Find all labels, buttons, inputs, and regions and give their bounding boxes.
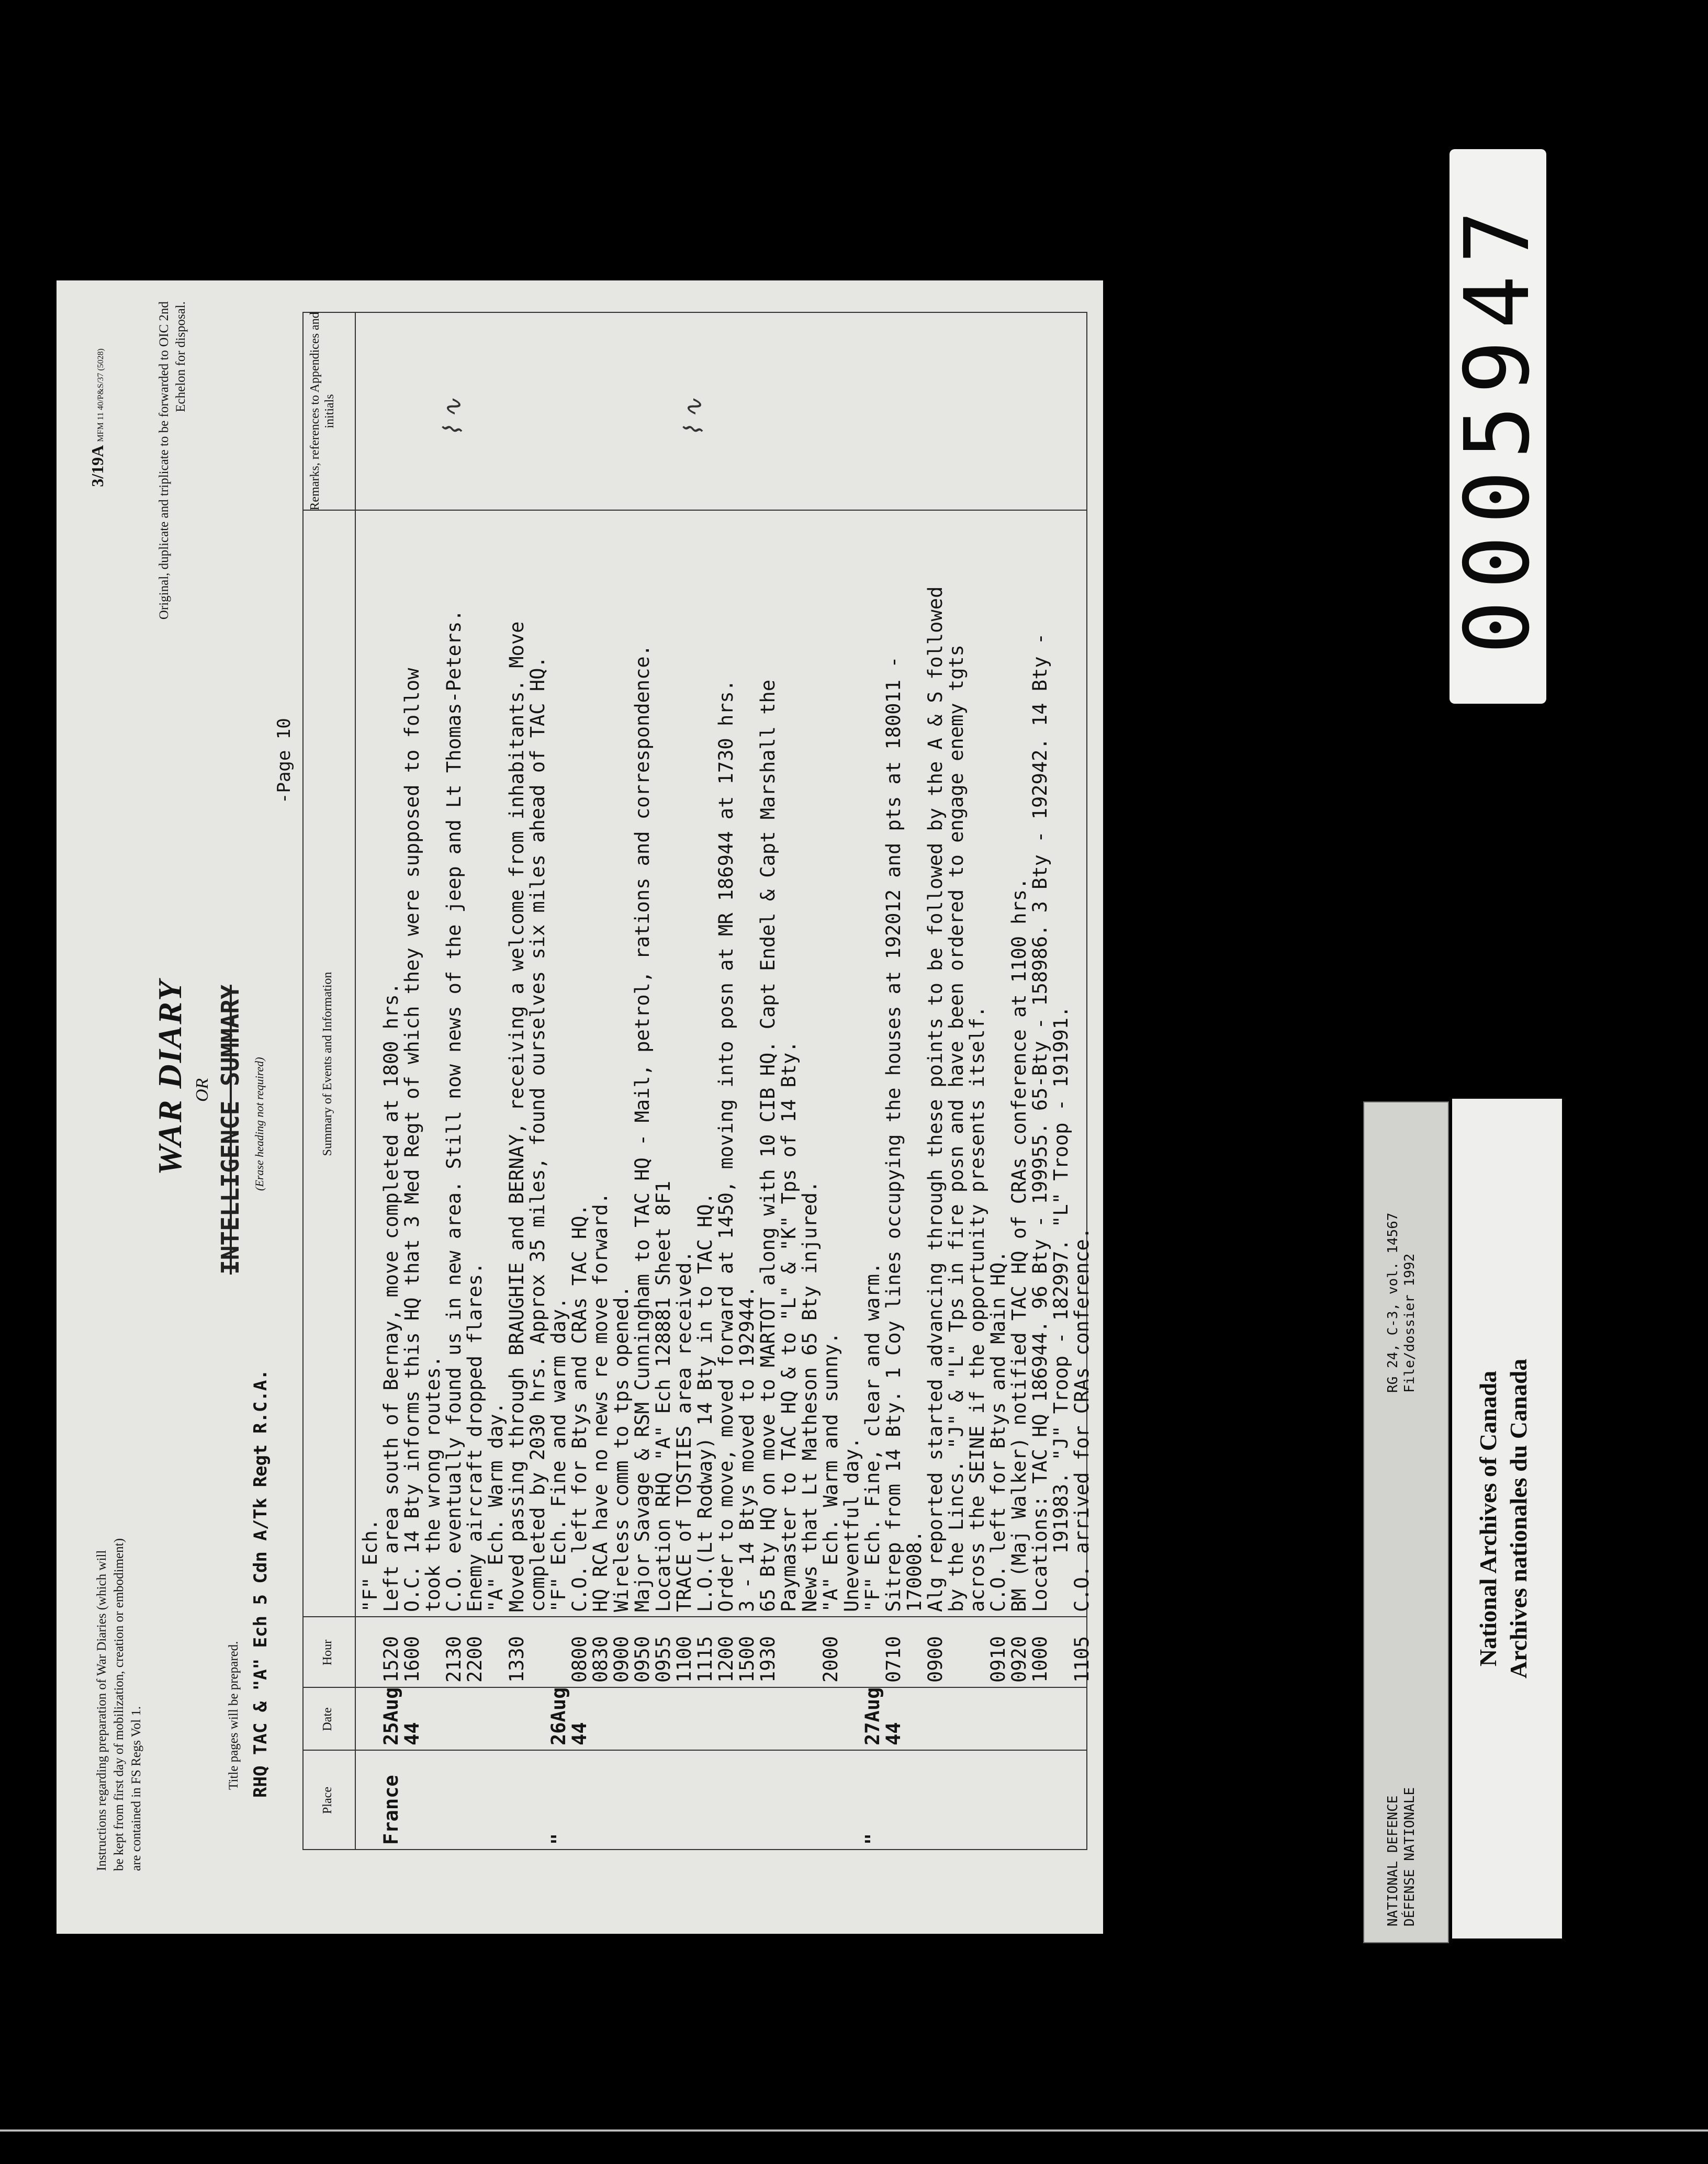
entry-summary: took the wrong routes.	[422, 1355, 444, 1612]
title-or: OR	[193, 1078, 212, 1102]
instructions-note: Instructions regarding preparation of War Diaries (which will be kept from first day of mobilization, creation or embodiment) are contained in FS Regs Vol 1.	[95, 1538, 143, 1871]
entry-hour: 2130	[443, 1636, 465, 1683]
war-diary-sheet	[57, 280, 1103, 1934]
entry-hour: 1500	[736, 1636, 758, 1683]
hour-summary-divider	[302, 1616, 1087, 1617]
entry-hour: 1000	[1029, 1636, 1051, 1683]
stamp-line: NATIONAL DEFENCE	[1385, 1795, 1401, 1926]
title-pages-note: Title pages will be prepared.	[227, 1641, 241, 1790]
entry-summary: Order to move, moved forward at 1450, moving into posn at MR 186944 at 1730 hrs.	[715, 679, 737, 1612]
image-number: 0005947	[1446, 198, 1549, 655]
struck-heading: INTELLIGENCE SUMMARY	[216, 985, 244, 1275]
place-date-divider	[302, 1750, 1087, 1751]
entry-hour: 1115	[694, 1636, 716, 1683]
diary-table	[302, 312, 1093, 1850]
entry-date: 27Aug	[861, 1687, 884, 1745]
table-left-rule	[302, 1849, 1087, 1850]
entry-hour: 1330	[505, 1636, 528, 1683]
summary-remarks-divider	[302, 510, 1087, 511]
entry-summary: Uneventful day.	[840, 1437, 863, 1612]
entry-hour: 0910	[987, 1636, 1009, 1683]
entry-summary: 65 Bty HQ on move to MARTOT along with 10 CIB HQ. Capt Endel & Capt Marshall the	[757, 679, 779, 1612]
entry-summary: "A" Ech. Warm day.	[485, 1402, 507, 1612]
entry-hour: 0900	[924, 1636, 947, 1683]
entry-hour: 1600	[401, 1636, 423, 1683]
entry-hour: 2000	[819, 1636, 842, 1683]
heading-note: (Erase heading not required)	[253, 1057, 266, 1191]
entry-summary: L.O.(Lt Rodway) 14 Bty in to TAC HQ.	[694, 1192, 716, 1612]
form-number-main: 3/19A	[88, 446, 107, 487]
entry-summary: Moved passing through BRAUGHIE and BERNAY, receiving a welcome from inhabitants. Move	[505, 621, 528, 1612]
entry-summary: 191983. "J" Troop - 182997. "L" Troop - 191991.	[1050, 1006, 1072, 1612]
entry-summary: "F" Ech. Fine, clear and warm.	[861, 1262, 884, 1612]
entry-summary: completed by 2030 hrs. Approx 35 miles, found ourselves six miles ahead of TAC HQ.	[526, 656, 549, 1612]
stamp-line: RG 24, C-3, vol. 14567	[1385, 1212, 1401, 1393]
document-title: WAR DIARY	[151, 979, 188, 1175]
entry-summary: Sitrep from 14 Bty. 1 Coy lines occupying the houses at 192012 and pts at 180011 -	[882, 656, 905, 1612]
entry-date: 44	[882, 1722, 905, 1745]
entry-summary: C.O. arrived for CRAs conference.	[1071, 1227, 1093, 1612]
entry-summary: C.O. left for Btys and CRAs TAC HQ.	[568, 1204, 591, 1612]
page-number: -Page 10	[274, 718, 295, 804]
form-number	[88, 348, 107, 487]
entry-summary: Locations: TAC HQ 186944. 96 Bty - 199955. 65-Bty - 158986. 3 Bty - 192942. 14 Bty -	[1029, 633, 1051, 1612]
entry-hour: 0800	[568, 1636, 591, 1683]
entry-summary: Enemy aircraft dropped flares.	[464, 1262, 486, 1612]
entry-hour: 0830	[589, 1636, 612, 1683]
entry-hour: 0950	[631, 1636, 654, 1683]
entry-date: 44	[568, 1722, 591, 1745]
entry-summary: TRACE of TOSTIES area received.	[673, 1250, 695, 1612]
entry-summary: O.C. 14 Bty informs this HQ that 3 Med Regt of which they were supposed to follow	[401, 668, 423, 1612]
entry-hour: 1930	[757, 1636, 779, 1683]
col-date: Date	[321, 1707, 334, 1731]
entry-hour: 0710	[882, 1636, 905, 1683]
entry-summary: across the SEINE if the opportunity presents itself.	[966, 1006, 988, 1612]
stamp-line: DÉFENSE NATIONALE	[1402, 1787, 1418, 1926]
national-defence-stamp	[1363, 1101, 1449, 1943]
entry-date: 44	[401, 1722, 423, 1745]
entry-hour: 1105	[1071, 1636, 1093, 1683]
archives-line-en: National Archives of Canada	[1475, 1370, 1501, 1667]
entry-hour: 0920	[1008, 1636, 1030, 1683]
initials-signature: ⌇ ∿	[440, 398, 467, 437]
table-top-rule	[302, 312, 304, 1850]
stamp-text	[1364, 1102, 1448, 1942]
archives-line-fr: Archives nationales du Canada	[1505, 1358, 1532, 1679]
entry-summary: HQ RCA have no news re move forward.	[589, 1192, 612, 1612]
entry-date: 25Aug	[380, 1687, 402, 1745]
unit-title: RHQ TAC & "A" Ech 5 Cdn A/Tk Regt R.C.A.	[250, 1369, 271, 1798]
entry-summary: "F" Ech. Fine and warm day.	[547, 1297, 570, 1612]
col-remarks: Remarks, references to Appendices and initials	[308, 312, 336, 511]
entry-hour: 2200	[464, 1636, 486, 1683]
entry-summary: C.O. left for Btys and Main HQ.	[987, 1250, 1009, 1612]
header-rule	[355, 312, 356, 1850]
entry-hour: 0900	[610, 1636, 633, 1683]
table-right-rule	[302, 312, 1087, 313]
entry-place: "	[861, 1833, 884, 1845]
entry-hour: 1520	[380, 1636, 402, 1683]
entry-summary: "F" Ech.	[359, 1518, 381, 1612]
entry-hour: 1200	[715, 1636, 737, 1683]
entry-hour: 1100	[673, 1636, 695, 1683]
entry-place: "	[547, 1833, 570, 1845]
entry-summary: Left area south of Bernay, move completed at 1800 hrs.	[380, 983, 402, 1612]
entry-summary: C.O. eventually found us in new area. Still now news of the jeep and Lt Thomas-Peters.	[443, 610, 465, 1612]
entry-summary: 170008.	[903, 1530, 926, 1612]
image-number-label	[1446, 149, 1549, 704]
entry-summary: Location RHQ "A" Ech 128881 Sheet 8F1	[652, 1180, 675, 1612]
entry-summary: Paymaster to TAC HQ & to "L" & "K" Tps of 14 Bty.	[778, 1041, 800, 1612]
entry-summary: by the Lincs. "J" & "L" Tps in fire posn and have been ordered to engage enemy tgts	[945, 645, 968, 1612]
archives-text	[1452, 1099, 1562, 1938]
entry-place: France	[380, 1775, 402, 1845]
entry-summary: 3 - 14 Btys moved to 192944.	[736, 1286, 758, 1612]
entry-summary: Major Savage & RSM Cunningham to TAC HQ - Mail, petrol, rations and correspondence.	[631, 645, 654, 1612]
bottom-rule	[0, 2129, 1708, 2132]
disposal-note: Original, duplicate and triplicate to be forwarded to OIC 2nd Echelon for disposal.	[157, 301, 188, 620]
entry-summary: BM (Maj Walker) notified TAC HQ of CRAs conference at 1100 hrs.	[1008, 877, 1030, 1612]
col-hour: Hour	[321, 1639, 334, 1666]
col-place: Place	[321, 1787, 334, 1814]
col-summary: Summary of Events and Information	[321, 972, 334, 1156]
entry-summary: Alg reported started advancing through these points to be followed by the A & S followed	[924, 586, 947, 1612]
entry-summary: "A" Ech. Warm and sunny.	[819, 1332, 842, 1612]
stamp-line: File/dossier 1992	[1402, 1253, 1418, 1393]
archives-panel	[1452, 1099, 1562, 1938]
entry-summary: Wireless comm to tps opened.	[610, 1286, 633, 1612]
entry-hour: 0955	[652, 1636, 675, 1683]
form-number-small: MFM 11 40/P&S/37 (5028)	[96, 348, 105, 442]
entry-date: 26Aug	[547, 1687, 570, 1745]
entry-summary: News that Lt Matheson 65 Bty injured.	[799, 1180, 821, 1612]
initials-signature: ⌇ ∿	[680, 398, 708, 437]
